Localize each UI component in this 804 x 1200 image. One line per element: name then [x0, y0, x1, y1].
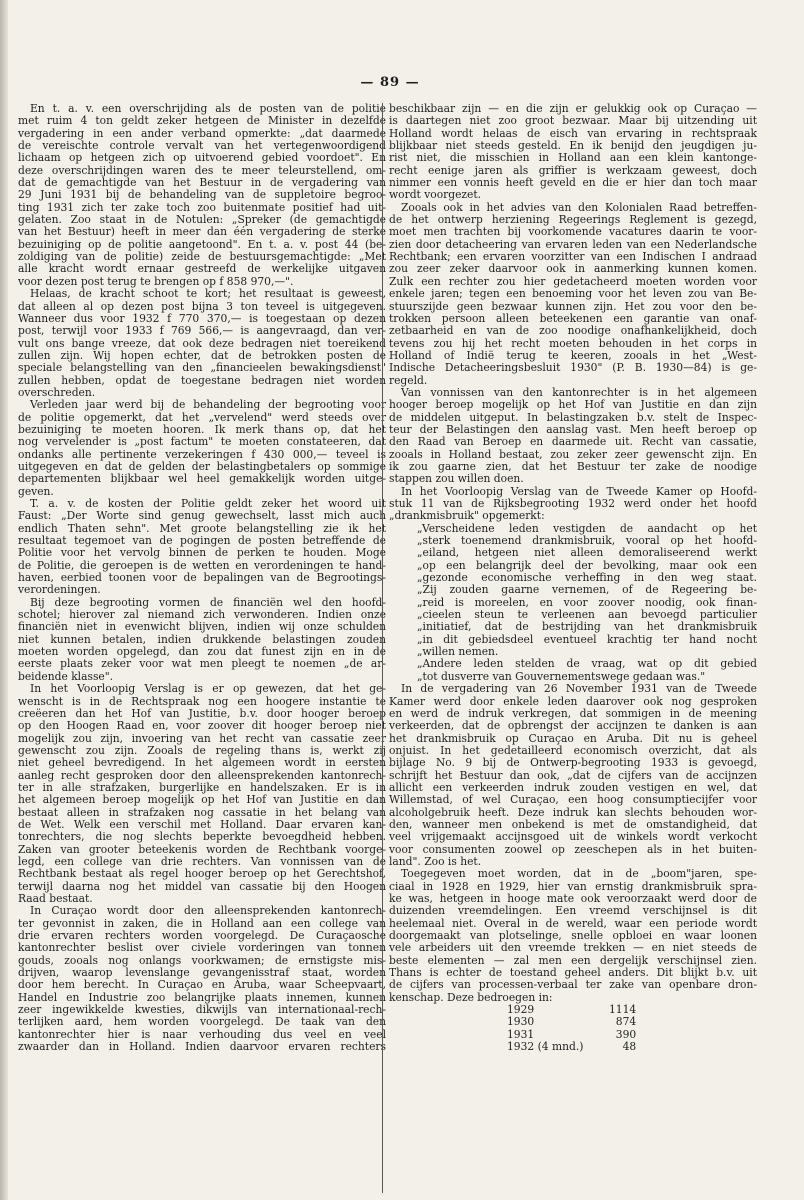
- text-line: ting 1931 zich ter zake toch zoo buitenmate positief had uit-: [18, 201, 386, 214]
- text-line: verkeerden, dat de opbrengst der accijnzen te danken is aan: [389, 720, 757, 733]
- text-line: bezuiniging op de politie aangetoond". En t. a. v. post 44 (be-: [18, 238, 386, 251]
- text-line: zou zeer zeker daarvoor ook in aanmerking kunnen komen.: [389, 263, 757, 276]
- right-column-text-a: [389, 103, 757, 523]
- year-cell: 1929: [507, 1003, 535, 1017]
- text-line: zien door detacheering van ervaren leden van een Nederlandsche: [389, 238, 757, 251]
- text-line: ke was, hetgeen in hooge mate ook veroorzaakt werd door de: [389, 893, 757, 905]
- text-line: Van vonnissen van den kantonrechter is in het algemeen: [401, 386, 757, 399]
- text-line: stuurszijde geen bezwaar kunnen zijn. Het zou voor den be-: [389, 300, 757, 313]
- text-line: allicht een verkeerden indruk zouden vestigen en wel, dat: [389, 781, 757, 794]
- text-line: stappen zou willen doen.: [389, 473, 524, 486]
- text-line: Zaken van grooter beteekenis worden de Rechtbank voorge-: [18, 843, 386, 856]
- page-number: — 89 —: [360, 75, 420, 90]
- text-line: verordeningen.: [18, 584, 101, 597]
- text-line: speciale belangstelling van den „financieelen bewakingsdienst": [18, 362, 386, 375]
- text-line: Zulk een rechter zou hier gedetacheerd moeten worden voor: [389, 275, 757, 288]
- text-line: de Wet. Welk een verschil met Holland. Daar ervaren kan-: [18, 818, 386, 831]
- text-line: de cijfers van processen-verbaal ter zake van openbare dron-: [389, 979, 757, 992]
- text-line: creëeren dan het Hof van Justitie, b.v. door hooger beroep: [18, 707, 386, 720]
- quotation-block: [389, 523, 757, 683]
- text-line: financiën niet in evenwicht blijven, indien wij onze schulden: [18, 621, 386, 634]
- text-line: den, wanneer men onbekend is met de omstandigheid, dat: [389, 818, 757, 831]
- text-line: schrijft het Bestuur dan ook, „dat de cijfers van de accijnzen: [389, 769, 757, 782]
- text-line: hooger beroep mogelijk op het Hof van Justitie en dan zijn: [389, 399, 757, 412]
- page-edge-shadow: [0, 0, 8, 1200]
- text-line: den Raad van Beroep en daarmede uit. Recht van cassatie,: [389, 436, 757, 449]
- column-divider: [382, 103, 383, 1193]
- text-line: recht eenige jaren als griffier is werkzaam geweest, doch: [389, 164, 757, 177]
- text-line: ciaal in 1928 en 1929, hier van ernstig drankmisbruik spra-: [389, 880, 757, 893]
- text-line: alle kracht wordt ernaar gestreefd de werkelijke uitgaven: [18, 263, 386, 276]
- text-line: „Verscheidene leden vestigden de aandacht op het: [417, 522, 757, 535]
- text-line: terlijken aard, hem worden voorgelegd. De taak van den: [18, 1016, 386, 1029]
- text-line: doorgemaakt van plotselinge, snelle opbloei en waar loonen: [389, 930, 757, 943]
- text-line: voor dezen post terug te brengen op f 858 970,—".: [18, 275, 294, 288]
- text-line: drijven, waarop levenslange gevangenisstraf staat, worden: [18, 967, 386, 980]
- text-line: de middelen uitgeput. In belastingzaken b.v. stelt de Inspec-: [389, 411, 757, 424]
- text-line: is daartegen niet zoo groot bezwaar. Maar bij uitzending uit: [389, 115, 757, 128]
- text-line: „initiatief, dat de bestrijding van het drankmisbruik: [417, 621, 757, 634]
- text-line: 29 Juni 1931 bij de behandeling van de suppletoire begroo-: [18, 189, 386, 202]
- text-line: „reid is moreelen, en voor zoover noodig, ook finan-: [417, 596, 757, 609]
- text-line: uitgegeven en dat de gelden der belastingbetalers op sommige: [18, 460, 386, 473]
- text-line: vult ons bange vreeze, dat ook deze bedragen niet toereikend: [18, 337, 386, 350]
- text-line: deze overschrijdingen waren des te meer teleurstellend, om-: [18, 164, 386, 177]
- text-line: veel vrijgemaakt accijnsgoed uit de winkels wordt verkocht: [389, 831, 757, 844]
- text-line: beste elementen — zal men een dergelijk verschijnsel zien.: [389, 954, 757, 967]
- text-line: trokken persoon alleen beteekenen een garantie van onaf-: [389, 312, 757, 325]
- text-line: blijkbaar niet steeds gesteld. En ik benijd den jeugdigen ju-: [389, 140, 757, 153]
- text-line: land". Zoo is het.: [389, 855, 482, 868]
- text-line: vele arbeiders uit den vreemde trekken — en niet steeds de: [389, 942, 757, 955]
- text-line: geven.: [18, 485, 54, 498]
- text-line: Toegegeven moet worden, dat in de „boom"jaren, spe-: [401, 868, 757, 881]
- text-line: „tot dusverre van Gouvernementswege gedaan was.": [417, 670, 706, 683]
- text-line: In de vergadering van 26 November 1931 van de Tweede: [401, 683, 757, 696]
- text-line: rist niet, die misschien in Holland aan een klein kantonge-: [389, 152, 757, 165]
- right-column-text-b: [389, 683, 757, 1004]
- text-line: nimmer een vonnis heeft geveld en die er hier dan toch maar: [389, 177, 757, 190]
- text-line: heelemaal niet. Overal in de wereld, waar een periode wordt: [389, 917, 757, 930]
- text-line: Bij deze begrooting vormen de financiën wel den hoofd-: [30, 596, 386, 609]
- text-line: niet geheel bevredigend. In het algemeen wordt in eersten: [18, 757, 386, 770]
- text-line: zeer ingewikkelde kwesties, dikwijls van internationaal-rech-: [18, 1004, 386, 1017]
- count-cell: 48: [622, 1040, 637, 1054]
- text-line: ter gevonnist in zaken, die in Holland aan een college van: [18, 917, 386, 930]
- year-cell: 1931: [507, 1027, 535, 1041]
- text-line: Kamer werd door enkele leden daarover ook nog gesproken: [389, 695, 757, 708]
- text-line: departementen blijkbaar wel heel gemakkelijk worden uitge-: [18, 473, 386, 486]
- text-line: In het Voorloopig Verslag van de Tweede Kamer op Hoofd-: [401, 485, 757, 498]
- text-line: In Curaçao wordt door den alleensprekenden kantonrech-: [30, 905, 386, 918]
- text-line: het algemeen beroep mogelijk op het Hof van Justitie en dan: [18, 794, 386, 807]
- text-line: overschreden.: [18, 386, 96, 399]
- text-line: eerste plaats zeker voor wat men pleegt te noemen „de ar-: [18, 658, 386, 671]
- text-line: „eiland, hetgeen niet alleen demoraliseerend werkt: [417, 547, 757, 560]
- text-line: T. a. v. de kosten der Politie geldt zeker het woord uit: [30, 498, 386, 510]
- text-line: gewenscht zou zijn. Zooals de regeling thans is, werkt zij: [18, 744, 386, 757]
- table-row: [507, 1041, 636, 1053]
- count-cell: 874: [615, 1015, 637, 1029]
- text-line: dat de gemachtigde van het Bestuur in de vergadering van: [18, 177, 386, 190]
- text-line: op den Hoogen Raad en, voor zoover dit hooger beroep niet: [18, 720, 386, 733]
- text-line: tevens zou hij het recht moeten behouden in het corps in: [389, 337, 757, 350]
- text-line: „Zij zouden gaarne vernemen, of de Regeering be-: [417, 584, 757, 597]
- text-line: „willen nemen.: [417, 646, 499, 659]
- text-line: stuk 11 van de Rijksbegrooting 1932 werd onder het hoofd: [389, 498, 757, 510]
- text-line: Indische Detacheeringsbesluit 1930" (P. B. 1930—84) is ge-: [389, 362, 757, 375]
- left-column: [18, 103, 386, 1053]
- text-line: de Politie, die geroepen is de wetten en verordeningen te hand-: [18, 559, 386, 572]
- text-line: zoldiging van de politie) zeide de bestuursgemachtigde: „Met: [18, 251, 386, 264]
- text-line: moet men trachten bij voorkomende vacatures daarin te voor-: [389, 226, 757, 239]
- text-line: ondanks alle pertinente verzekeringen f 430 000,— teveel is: [18, 448, 386, 461]
- text-line: „Andere leden stelden de vraag, wat op dit gebied: [417, 658, 757, 671]
- text-line: beidende klasse".: [18, 670, 114, 683]
- text-line: zullen hebben, opdat de toegestane bedragen niet worden: [18, 374, 386, 387]
- text-line: bestaat alleen in strafzaken nog cassatie in het belang van: [18, 806, 386, 819]
- year-cell: 1930: [507, 1015, 535, 1029]
- text-line: de het ontwerp herziening Regeerings Reglement is gezegd,: [389, 214, 757, 227]
- text-line: zullen zijn. Wij hopen echter, dat de betrokken posten de: [18, 349, 386, 362]
- text-line: ik zou gaarne zien, dat het Bestuur ter zake de noodige: [389, 460, 757, 473]
- text-line: Verleden jaar werd bij de behandeling der begrooting voor: [30, 399, 386, 412]
- text-line: lichaam op hetgeen zich op uitvoerend gebied voordoet". En: [18, 152, 386, 165]
- text-line: Zooals ook in het advies van den Kolonialen Raad betreffen-: [401, 201, 757, 214]
- year-cell: 1932 (4 mnd.): [507, 1040, 584, 1054]
- text-line: „in dit gebiedsdeel eventueel krachtig ter hand nocht: [417, 633, 757, 646]
- text-line: zetbaarheid en van de zoo noodige onafhankelijkheid, doch: [389, 325, 757, 338]
- text-line: kenschap. Deze bedroegen in:: [389, 991, 553, 1004]
- text-line: regeld.: [389, 374, 428, 387]
- text-line: „drankmisbruik" opgemerkt:: [389, 510, 545, 523]
- text-line: gouds, zooals nog onlangs voorkwamen; de ernstigste mis-: [18, 954, 386, 967]
- text-line: In het Voorloopig Verslag is er op gewezen, dat het ge-: [30, 683, 386, 696]
- text-line: „op een belangrijk deel der bevolking, maar ook een: [417, 559, 757, 572]
- text-line: Raad bestaat.: [18, 893, 93, 905]
- text-line: door hem berecht. In Curaçao en Aruba, waar Scheepvaart,: [18, 979, 386, 992]
- text-line: zooals in Holland bestaat, zou zeker zeer gewenscht zijn. En: [389, 448, 757, 461]
- text-line: beschikbaar zijn — en die zijn er gelukkig ook op Curaçao —: [389, 103, 757, 115]
- text-line: het drankmisbruik op Curaçao en Aruba. Dit nu is geheel: [389, 732, 757, 745]
- text-line: de vereischte controle vervalt van het vertegenwoordigend: [18, 140, 386, 153]
- text-line: nog vervelender is „post factum" te moeten constateeren, dat: [18, 436, 386, 449]
- text-line: „gezonde economische verheffing in den weg staat.: [417, 572, 757, 585]
- count-cell: 390: [615, 1027, 637, 1041]
- text-line: „cieelen steun te verleenen aan bevoegd particulier: [417, 609, 757, 622]
- text-line: tonrechters, die nog slechts beperkte bevoegdheid hebben.: [18, 831, 386, 844]
- text-line: van het Bestuur) heeft in meer dan één vergadering de sterke: [18, 226, 386, 239]
- text-line: Faust: „Der Worte sind genug gewechselt, lasst mich auch: [18, 510, 386, 523]
- text-line: Holland of Indië terug te keeren, zooals in het „West-: [389, 349, 757, 362]
- text-line: legd, een college van drie rechters. Van vonnissen van de: [18, 855, 386, 868]
- text-line: Holland wordt helaas de eisch van ervaring in rechtspraak: [389, 127, 757, 140]
- text-line: kantonrechter beslist over civiele vorderingen van tonnen: [18, 942, 386, 955]
- text-line: kantonrechter hier is naar verhouding dus veel en veel: [18, 1028, 386, 1041]
- table-row: [507, 1016, 636, 1028]
- text-line: schotel; hierover zal niemand zich verwonderen. Indien onze: [18, 609, 386, 622]
- text-line: Politie voor het vervolg binnen de perken te houden. Moge: [18, 547, 386, 560]
- text-line: En t. a. v. een overschrijding als de posten van de politie: [30, 103, 386, 115]
- text-line: ter in alle strafzaken, burgerlijke en handelszaken. Er is in: [18, 781, 386, 794]
- text-line: gelaten. Zoo staat in de Notulen: „Spreker (de gemachtigde: [18, 214, 386, 227]
- text-line: „sterk toenemend drankmisbruik, vooral op het hoofd-: [417, 535, 757, 548]
- text-line: vergadering in een ander verband opmerkte: „dat daarmede: [18, 127, 386, 140]
- text-line: niet kunnen betalen, indien drukkende belastingen zouden: [18, 633, 386, 646]
- drunkenness-statistics-table: [507, 1004, 636, 1053]
- text-line: wordt voorgezet.: [389, 189, 482, 202]
- text-line: Handel en Industrie zoo belangrijke plaats innemen, kunnen: [18, 991, 386, 1004]
- count-cell: 1114: [609, 1003, 637, 1017]
- text-line: voor consumenten zoowel op zeeschepen als in het buiten-: [389, 843, 757, 856]
- text-line: Rechtbank bestaat als regel hooger beroep op het Gerechtshof,: [18, 868, 386, 881]
- text-line: bezuiniging te moeten hooren. Ik merk thans op, dat het: [18, 423, 386, 436]
- text-line: aanleg recht gesproken door den alleensprekenden kantonrech-: [18, 769, 386, 782]
- right-column: [389, 103, 757, 1053]
- text-line: endlich Thaten sehn". Met groote belangstelling zie ik het: [18, 522, 386, 535]
- text-line: drie ervaren rechters worden voorgelegd. De Curaçaosche: [18, 930, 386, 943]
- text-line: en werd de indruk verkregen, dat sommigen in de meening: [389, 707, 757, 720]
- text-line: Willemstad, of wel Curaçao, een hoog consumptiecijfer voor: [389, 794, 757, 807]
- text-line: zwaarder dan in Holland. Indien daarvoor ervaren rechters: [18, 1041, 386, 1054]
- text-line: duizenden vreemdelingen. Een vreemd verschijnsel is dit: [389, 905, 757, 918]
- text-line: bijlage No. 9 bij de Ontwerp-begrooting 1933 is gevoegd,: [389, 757, 757, 770]
- text-line: Helaas, de kracht schoot te kort; het resultaat is geweest,: [30, 288, 386, 301]
- text-line: terwijl daarna nog het middel van cassatie bij den Hoogen: [18, 880, 386, 893]
- text-line: haven, eerbied toonen voor de bepalingen van de Begrootings-: [18, 572, 386, 585]
- text-line: Thans is echter de toestand geheel anders. Dit blijkt b.v. uit: [389, 967, 757, 980]
- text-line: mogelijk zou zijn, invoering van het recht van cassatie zeer: [18, 732, 386, 745]
- text-line: post, terwijl voor 1933 f 769 566,— is aangevraagd, dan ver-: [18, 325, 386, 338]
- text-line: onjuist. In het gedetailleerd economisch overzicht, dat als: [389, 744, 757, 757]
- text-line: wenscht is in de Rechtspraak nog een hoogere instantie te: [18, 695, 386, 708]
- text-line: met ruim 4 ton geldt zeker hetgeen de Minister in dezelfde: [18, 115, 386, 128]
- text-line: moeten worden opgelegd, dan zou dat funest zijn en in de: [18, 646, 386, 659]
- text-line: de politie opgemerkt, dat het „vervelend" werd steeds over: [18, 411, 386, 424]
- text-line: enkele jaren; tegen een benoeming voor het leven zou van Be-: [389, 288, 757, 301]
- text-line: Wanneer dus voor 1932 f 770 370,— is toegestaan op dezen: [18, 312, 386, 325]
- text-line: alcoholgebruik heeft. Deze indruk kan slechts behouden wor-: [389, 806, 757, 819]
- text-line: Rechtbank; een ervaren voorzitter van een Indischen I andraad: [389, 251, 757, 264]
- text-line: teur der Belastingen den aanslag vast. Men heeft beroep op: [389, 423, 757, 436]
- text-line: dat alleen al op dezen post bijna 3 ton teveel is uitgegeven.: [18, 300, 386, 313]
- text-line: resultaat tegemoet van de pogingen de posten betreffende de: [18, 535, 386, 548]
